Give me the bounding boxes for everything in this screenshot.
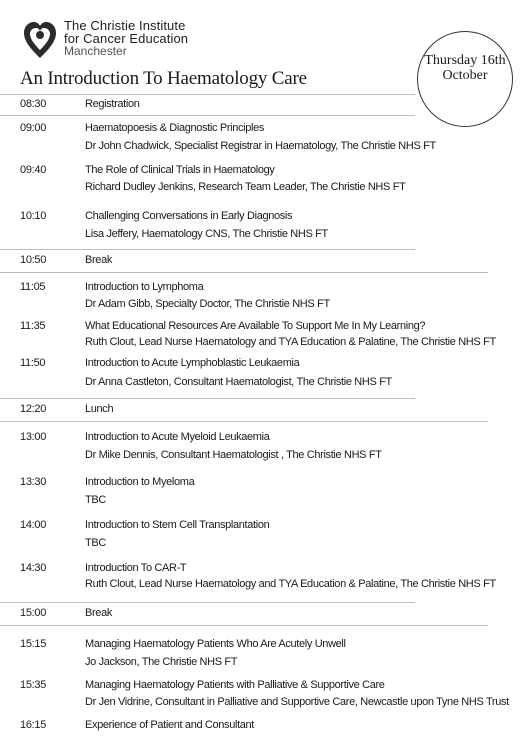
session-speaker: TBC bbox=[85, 537, 106, 549]
session-speaker: Ruth Clout, Lead Nurse Haematology and TYA Education & Palatine, The Christie NHS FT bbox=[85, 336, 496, 348]
date-badge bbox=[417, 31, 513, 127]
session-speaker: Richard Dudley Jenkins, Research Team Leader, The Christie NHS FT bbox=[85, 181, 406, 193]
session-title: Lunch bbox=[85, 403, 114, 415]
divider bbox=[0, 249, 415, 250]
session-title: Managing Haematology Patients with Palliative & Supportive Care bbox=[85, 679, 385, 691]
session-title: Break bbox=[85, 254, 112, 266]
session-time: 09:40 bbox=[20, 164, 47, 176]
institute-name bbox=[64, 19, 188, 58]
session-speaker: Dr Adam Gibb, Specialty Doctor, The Christie NHS FT bbox=[85, 298, 330, 310]
divider bbox=[0, 421, 488, 422]
divider bbox=[0, 94, 415, 95]
session-time: 13:00 bbox=[20, 431, 47, 443]
session-title: Haematopoesis & Diagnostic Principles bbox=[85, 122, 265, 134]
session-time: 16:15 bbox=[20, 719, 47, 731]
session-title: Introduction to Acute Myeloid Leukaemia bbox=[85, 431, 270, 443]
divider bbox=[0, 272, 488, 273]
divider bbox=[0, 625, 488, 626]
date-line-2: October bbox=[442, 68, 488, 83]
session-time: 15:15 bbox=[20, 638, 47, 650]
session-time: 15:00 bbox=[20, 607, 47, 619]
session-title: What Educational Resources Are Available To Support Me In My Learning? bbox=[85, 320, 426, 332]
session-speaker: Ruth Clout, Lead Nurse Haematology and TYA Education & Palatine, The Christie NHS FT bbox=[85, 578, 496, 590]
session-time: 10:10 bbox=[20, 210, 47, 222]
session-title: Introduction to Acute Lymphoblastic Leukaemia bbox=[85, 357, 300, 369]
session-speaker: Lisa Jeffery, Haematology CNS, The Christie NHS FT bbox=[85, 228, 328, 240]
session-title: Registration bbox=[85, 98, 140, 110]
session-time: 11:50 bbox=[20, 357, 46, 369]
institute-line-3: Manchester bbox=[64, 44, 127, 58]
session-time: 15:35 bbox=[20, 679, 47, 691]
divider bbox=[0, 602, 415, 603]
session-time: 09:00 bbox=[20, 122, 47, 134]
christie-heart-logo-icon bbox=[22, 20, 58, 60]
session-speaker: Dr Anna Castleton, Consultant Haematologist, The Christie NHS FT bbox=[85, 376, 392, 388]
divider bbox=[0, 115, 415, 116]
session-time: 14:30 bbox=[20, 562, 47, 574]
session-speaker: Dr John Chadwick, Specialist Registrar in Haematology, The Christie NHS FT bbox=[85, 140, 436, 152]
page-title: An Introduction To Haematology Care bbox=[20, 68, 307, 89]
session-title: Introduction To CAR-T bbox=[85, 562, 187, 574]
session-time: 13:30 bbox=[20, 476, 47, 488]
session-time: 11:05 bbox=[20, 281, 46, 293]
session-speaker: Dr Mike Dennis, Consultant Haematologist , The Christie NHS FT bbox=[85, 449, 382, 461]
date-line-1: Thursday 16th bbox=[424, 53, 506, 68]
session-title: Introduction to Stem Cell Transplantation bbox=[85, 519, 270, 531]
session-title: Introduction to Lymphoma bbox=[85, 281, 204, 293]
session-title: Introduction to Myeloma bbox=[85, 476, 195, 488]
session-title: Experience of Patient and Consultant bbox=[85, 719, 255, 731]
session-time: 11:35 bbox=[20, 320, 46, 332]
institute-line-2: for Cancer Education bbox=[64, 31, 189, 46]
session-speaker: Jo Jackson, The Christie NHS FT bbox=[85, 656, 238, 668]
session-speaker: TBC bbox=[85, 494, 106, 506]
session-time: 14:00 bbox=[20, 519, 47, 531]
session-title: Break bbox=[85, 607, 112, 619]
session-speaker: Dr Jen Vidrine, Consultant in Palliative and Supportive Care, Newcastle upon Tyne NHS Trust bbox=[85, 696, 509, 708]
session-title: Challenging Conversations in Early Diagnosis bbox=[85, 210, 293, 222]
divider bbox=[0, 398, 415, 399]
session-time: 12:20 bbox=[20, 403, 47, 415]
session-title: Managing Haematology Patients Who Are Acutely Unwell bbox=[85, 638, 346, 650]
session-time: 08:30 bbox=[20, 98, 47, 110]
session-title: The Role of Clinical Trials in Haematology bbox=[85, 164, 275, 176]
institute-line-1: The Christie Institute bbox=[64, 18, 186, 33]
session-time: 10:50 bbox=[20, 254, 47, 266]
